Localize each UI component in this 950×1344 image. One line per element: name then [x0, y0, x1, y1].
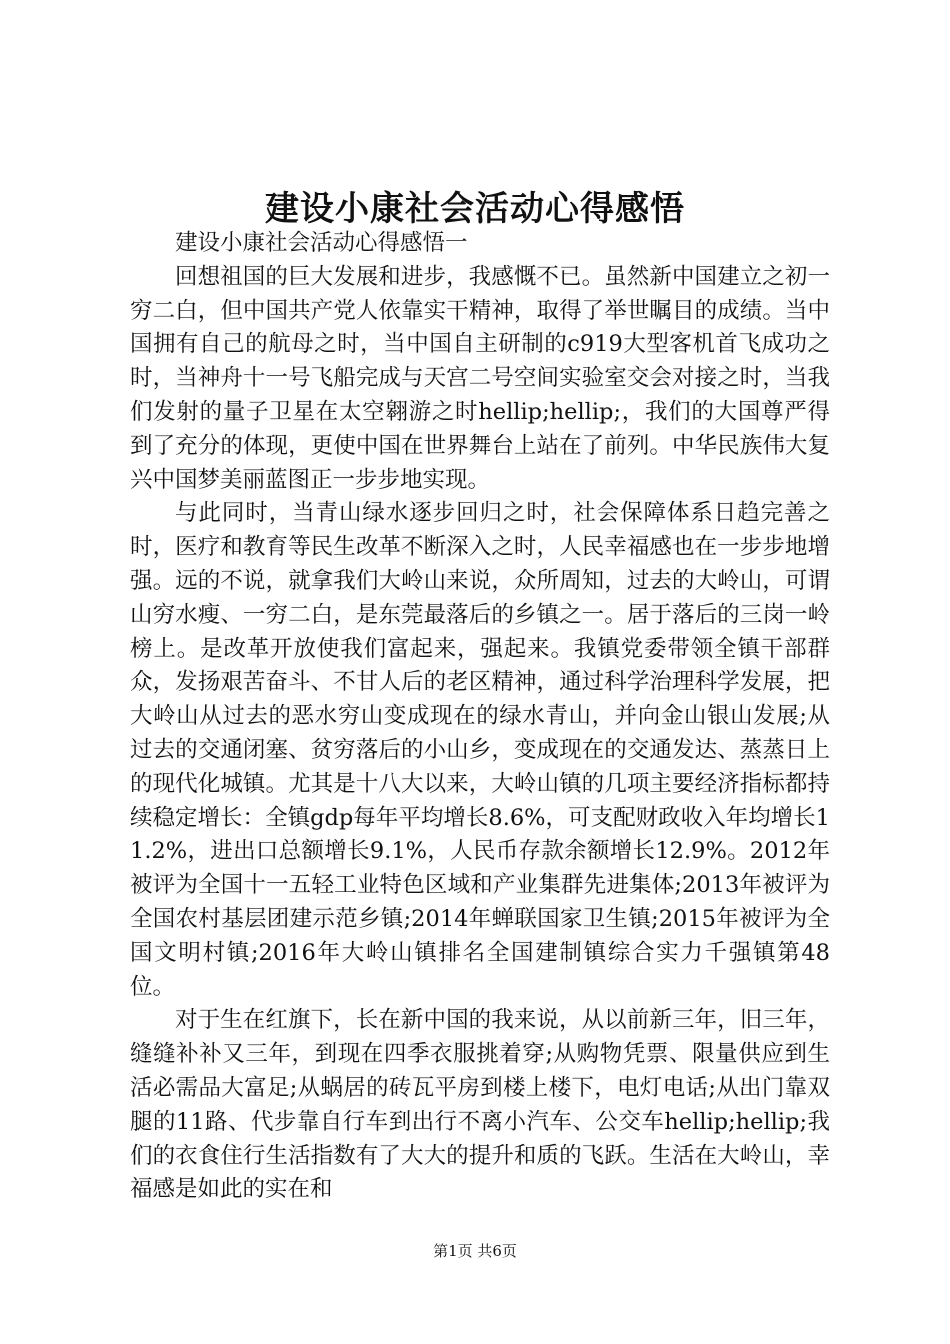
page-footer: 第1页 共6页: [433, 1242, 517, 1260]
document-title: 建设小康社会活动心得感悟: [265, 189, 685, 229]
paragraph: 对于生在红旗下，长在新中国的我来说，从以前新三年，旧三年，缝缝补补又三年，到现在四季衣服挑着穿;从购物凭票、限量供应到生活必需品大富足;从蜗居的砖瓦平房到楼上楼下，电灯电话;从出门靠双腿的11路、代步靠自行车到出行不离小汽车、公交车hellip;hellip;我们的衣食住行生活指数有了大大的提升和质的飞跃。生活在大岭山，幸福感是如此的实在和: [130, 1007, 830, 1203]
paragraph: 与此同时，当青山绿水逐步回归之时，社会保障体系日趋完善之时，医疗和教育等民生改革不断深入之时，人民幸福感也在一步步地增强。远的不说，就拿我们大岭山来说，众所周知，过去的大岭山，可谓山穷水瘦、一穷二白，是东莞最落后的乡镇之一。居于落后的三岗一岭榜上。是改革开放使我们富起来，强起来。我镇党委带领全镇干部群众，发扬艰苦奋斗、不甘人后的老区精神，通过科学治理科学发展，把大岭山从过去的恶水穷山变成现在的绿水青山，并向金山银山发展;从过去的交通闭塞、贫穷落后的小山乡，变成现在的交通发达、蒸蒸日上的现代化城镇。尤其是十八大以来，大岭山镇的几项主要经济指标都持续稳定增长：全镇gdp每年平均增长8.6%，可支配财政收入年均增长11.2%，进出口总额增长9.1%，人民币存款余额增长12.9%。2012年被评为全国十一五轻工业特色区域和产业集群先进集体;2013年被评为全国农村基层团建示范乡镇;2014年蝉联国家卫生镇;2015年被评为全国文明村镇;2016年大岭山镇排名全国建制镇综合实力千强镇第48位。: [130, 500, 830, 1000]
document-subtitle: 建设小康社会活动心得感悟一: [175, 230, 468, 256]
document-body: [130, 227, 830, 1207]
paragraph: 回想祖国的巨大发展和进步，我感慨不已。虽然新中国建立之初一穷二白，但中国共产党人依靠实干精神，取得了举世瞩目的成绩。当中国拥有自己的航母之时，当中国自主研制的c919大型客机首飞成功之时，当神舟十一号飞船完成与天宫二号空间实验室交会对接之时，当我们发射的量子卫星在太空翱游之时hellip;hellip;，我们的大国尊严得到了充分的体现，更使中国在世界舞台上站在了前列。中华民族伟大复兴中国梦美丽蓝图正一步步地实现。: [130, 263, 830, 493]
